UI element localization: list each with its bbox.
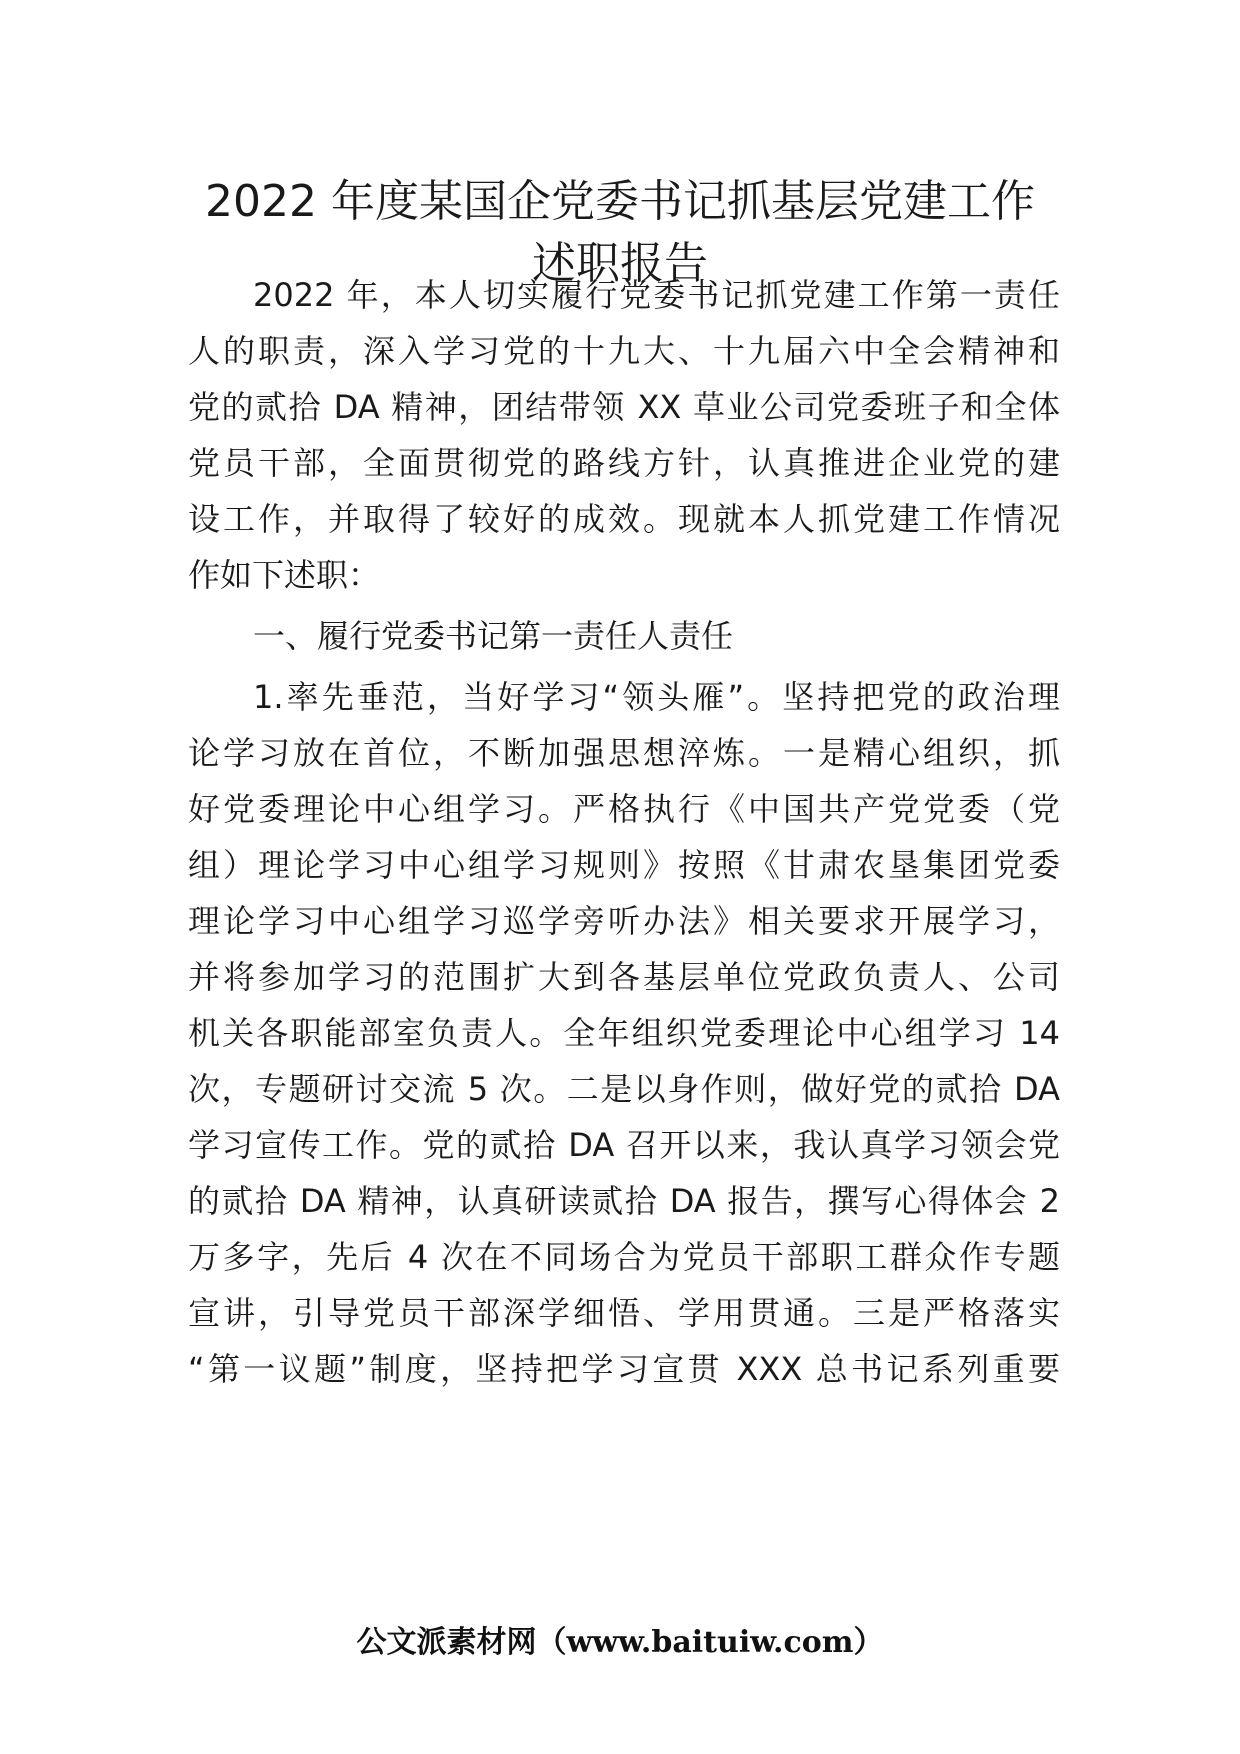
section-heading: 一、履行党委书记第一责任人责任 xyxy=(253,617,734,655)
paragraph-line: 组）理论学习中心组学习规则》按照《甘肃农垦集团党委 xyxy=(188,846,1060,884)
paragraph-line: 万多字，先后 4 次在不同场合为党员干部职工群众作专题 xyxy=(188,1238,1060,1276)
paragraph-line: 党员干部，全面贯彻党的路线方针，认真推进企业党的建 xyxy=(188,444,1060,482)
footer-watermark: 公文派素材网（www.baituiw.com） xyxy=(356,1625,884,1660)
paragraph-line: 学习宣传工作。党的贰拾 DA 召开以来，我认真学习领会党 xyxy=(188,1126,1060,1164)
document-title-line-1: 2022 年度某国企党委书记抓基层党建工作 xyxy=(205,176,1035,227)
document-title-line-2: 述职报告 xyxy=(532,238,708,289)
paragraph-line: 人的职责，深入学习党的十九大、十九届六中全会精神和 xyxy=(188,332,1060,370)
paragraph-line: 作如下述职： xyxy=(188,556,381,594)
paragraph-line: 理论学习中心组学习巡学旁听办法》相关要求开展学习， xyxy=(188,902,1060,940)
paragraph-line: 2022 年，本人切实履行党委书记抓党建工作第一责任 xyxy=(253,276,1060,314)
paragraph-line: 的贰拾 DA 精神，认真研读贰拾 DA 报告，撰写心得体会 2 xyxy=(188,1182,1060,1220)
paragraph-line: 并将参加学习的范围扩大到各基层单位党政负责人、公司 xyxy=(188,958,1060,996)
paragraph-line: “第一议题”制度，坚持把学习宣贯 XXX 总书记系列重要 xyxy=(188,1350,1060,1388)
paragraph-line: 宣讲，引导党员干部深学细悟、学用贯通。三是严格落实 xyxy=(188,1294,1060,1332)
paragraph-line: 好党委理论中心组学习。严格执行《中国共产党党委（党 xyxy=(188,790,1060,828)
paragraph-line: 机关各职能部室负责人。全年组织党委理论中心组学习 14 xyxy=(188,1014,1060,1052)
paragraph-line: 1.率先垂范，当好学习“领头雁”。坚持把党的政治理 xyxy=(253,678,1060,716)
paragraph-line: 党的贰拾 DA 精神，团结带领 XX 草业公司党委班子和全体 xyxy=(188,388,1060,426)
paragraph-line: 次，专题研讨交流 5 次。二是以身作则，做好党的贰拾 DA xyxy=(188,1070,1060,1108)
paragraph-line: 论学习放在首位，不断加强思想淬炼。一是精心组织，抓 xyxy=(188,734,1060,772)
paragraph-line: 设工作，并取得了较好的成效。现就本人抓党建工作情况 xyxy=(188,500,1060,538)
